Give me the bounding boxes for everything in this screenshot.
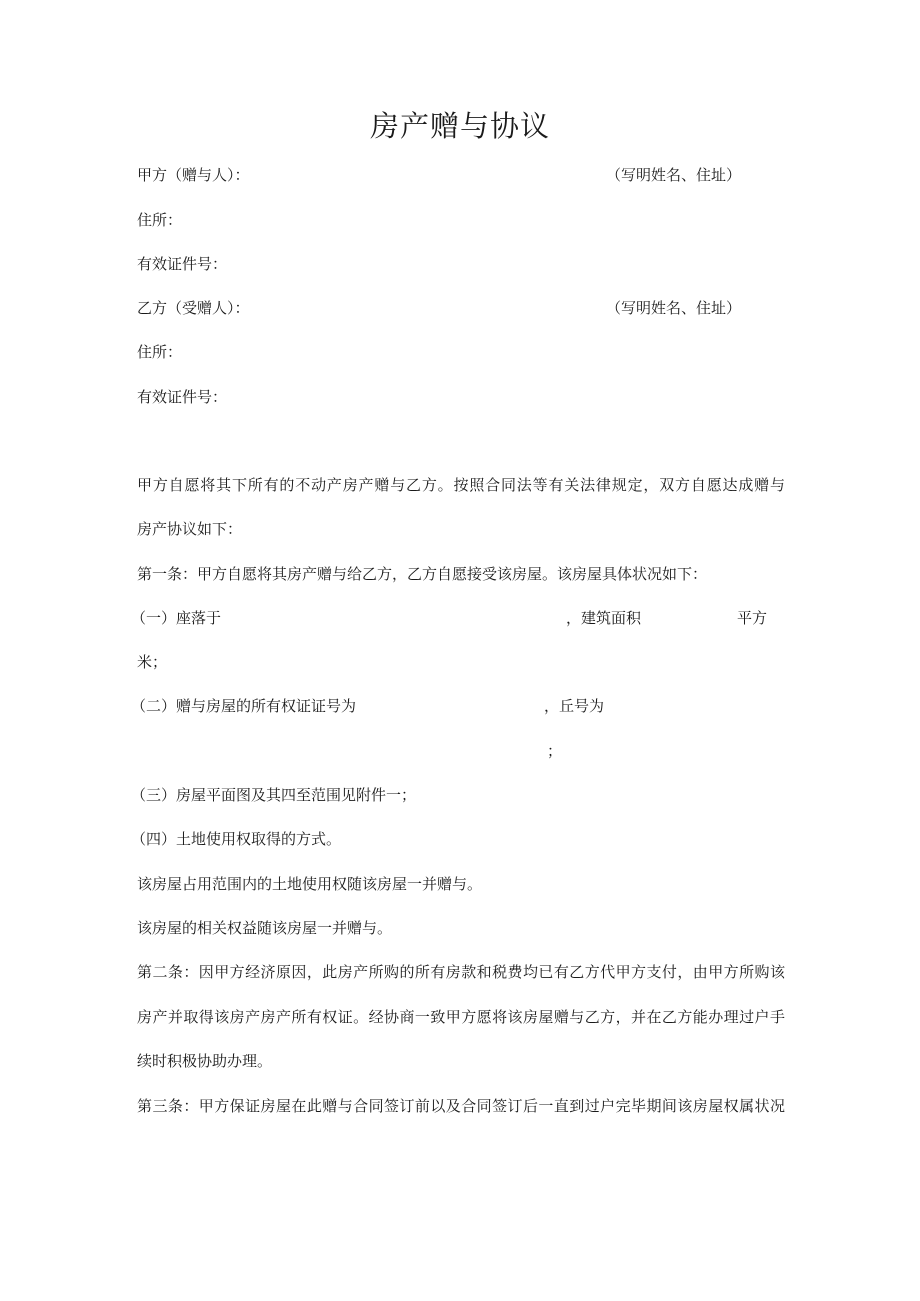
article-2-line-2: 房产并取得该房产房产所有权证。经协商一致甲方愿将该房屋赠与乙方，并在乙方能办理过户手 (137, 1008, 785, 1026)
article-3-line-1: 第三条：甲方保证房屋在此赠与合同签订前以及合同签订后一直到过户完毕期间该房屋权属状况 (137, 1097, 785, 1115)
land-use-note: 该房屋占用范围内的土地使用权随该房屋一并赠与。 (137, 875, 483, 893)
party-a-note: （写明姓名、住址） (606, 166, 742, 184)
item-4: （四）土地使用权取得的方式。 (131, 830, 342, 848)
item-2-prefix: （二）赠与房屋的所有权证证号为 (131, 697, 357, 715)
intro-line-1: 甲方自愿将其下所有的不动产房产赠与乙方。按照合同法等有关法律规定，双方自愿达成赠与 (137, 476, 785, 494)
item-1-suffix: 平方 (737, 609, 768, 627)
party-b-address-label: 住所： (137, 343, 183, 361)
party-b-id-label: 有效证件号： (137, 388, 228, 406)
party-a-id-label: 有效证件号： (137, 255, 228, 273)
item-1-end: 米； (137, 653, 168, 671)
article-2-line-1: 第二条：因甲方经济原因，此房产所购的所有房款和税费均已有乙方代甲方支付，由甲方所购该 (137, 963, 785, 981)
item-3: （三）房屋平面图及其四至范围见附件一； (131, 786, 417, 804)
item-1-prefix: （一）座落于 (131, 609, 222, 627)
item-1-mid: ，建筑面积 (566, 609, 642, 627)
item-2-end: ； (547, 742, 563, 760)
article-1-text: 第一条：甲方自愿将其房产赠与给乙方，乙方自愿接受该房屋。该房屋具体状况如下： (137, 565, 708, 583)
rights-note: 该房屋的相关权益随该房屋一并赠与。 (137, 919, 393, 937)
party-a-label: 甲方（赠与人）： (137, 166, 250, 184)
intro-line-2: 房产协议如下： (137, 520, 243, 538)
party-b-note: （写明姓名、住址） (606, 299, 742, 317)
party-a-address-label: 住所： (137, 211, 183, 229)
party-b-label: 乙方（受赠人）： (137, 299, 250, 317)
article-2-line-3: 续时积极协助办理。 (137, 1052, 273, 1070)
document-title: 房产赠与协议 (369, 109, 550, 143)
item-2-mid: ，丘号为 (544, 697, 605, 715)
